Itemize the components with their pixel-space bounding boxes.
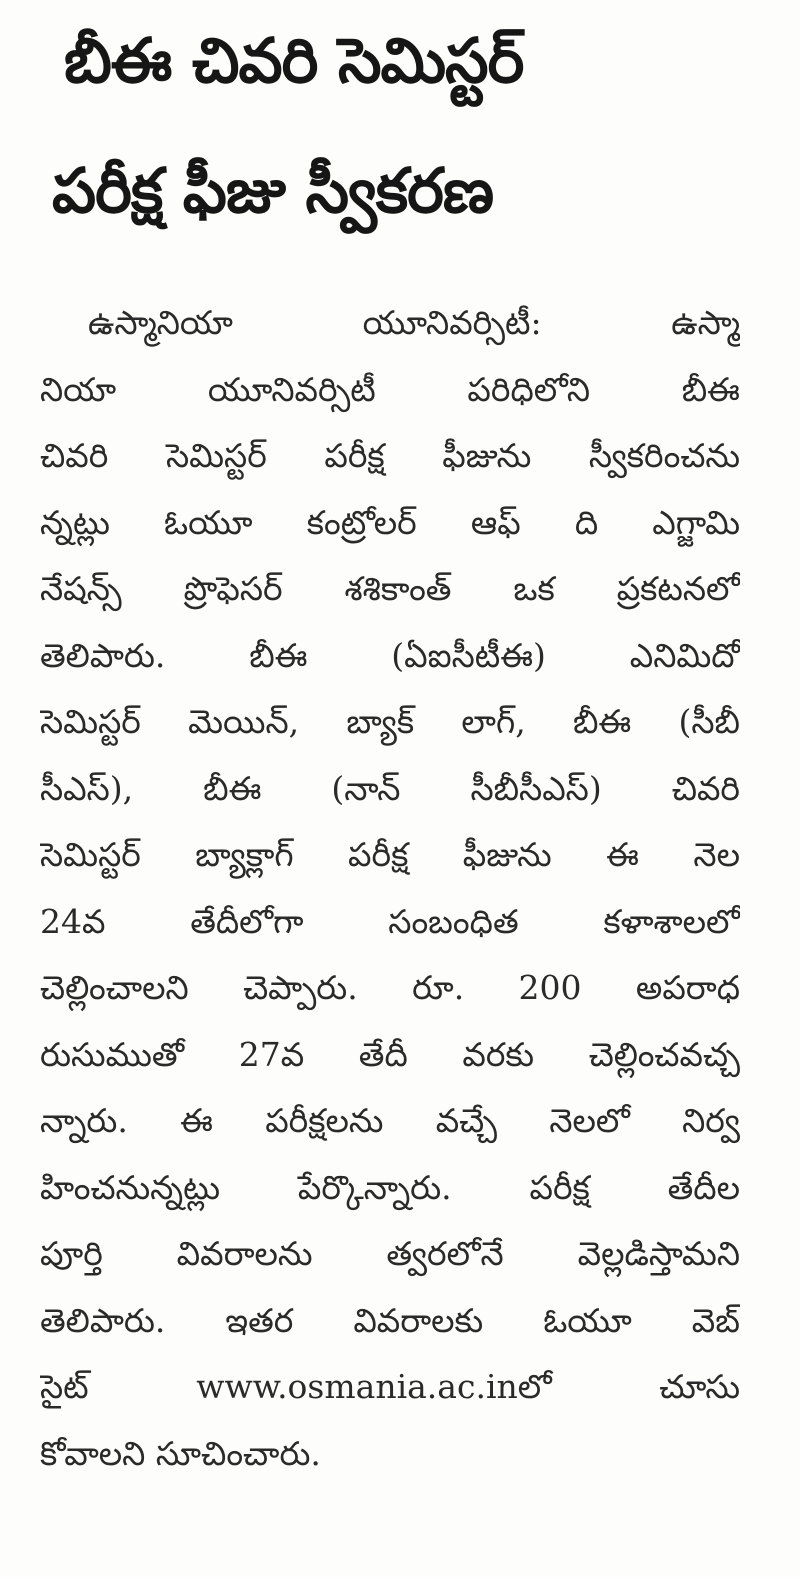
article-line: నియా యూనివర్సిటీ పరిధిలోని బీఈ [40, 369, 740, 409]
headline-line-2: పరీక్ష ఫీజు స్వీకరణ [52, 154, 494, 227]
article-line: సెమిస్టర్ బ్యాక్లాగ్ పరీక్ష ఫీజును ఈ నెల [40, 835, 740, 874]
article-line: న్నట్లు ఓయూ కంట్రోలర్ ఆఫ్ ది ఎగ్జామి [40, 502, 740, 542]
article-line: హించనున్నట్లు పేర్కొన్నారు. పరీక్ష తేదీల [40, 1167, 740, 1207]
article-line: తెలిపారు. బీఈ (ఏఐసీటీఈ) ఎనిమిదో [40, 635, 740, 675]
article-line: చెల్లించాలని చెప్పారు. రూ. 200 అపరాధ [40, 968, 740, 1007]
article-line: సెమిస్టర్ మెయిన్, బ్యాక్ లాగ్, బీఈ (సీబీ [40, 702, 740, 741]
article-line: సైట్ www.osmania.ac.inలో చూసు [40, 1367, 740, 1406]
article-line: న్నారు. ఈ పరీక్షలను వచ్చే నెలలో నిర్వ [40, 1101, 740, 1140]
article-line: కోవాలని సూచించారు. [40, 1433, 321, 1473]
article-line: నేషన్స్ ప్రొఫెసర్ శశికాంత్ ఒక ప్రకటనలో [40, 569, 740, 608]
headline-line-1: బీఈ చివరి సెమిస్టర్ [64, 24, 524, 97]
article-line: 24వ తేదీలోగా సంబంధిత కళాశాలలో [40, 901, 740, 941]
article-line: సీఎస్), బీఈ (నాన్ సీబీసీఎస్) చివరి [40, 768, 740, 808]
article-line: రుసుముతో 27వ తేదీ వరకు చెల్లించవచ్చ [40, 1034, 740, 1074]
article-line: తెలిపారు. ఇతర వివరాలకు ఓయూ వెబ్ [40, 1300, 740, 1340]
article-line: చివరి సెమిస్టర్ పరీక్ష ఫీజును స్వీకరించను [40, 436, 740, 475]
article-body [40, 290, 740, 1487]
article-line: పూర్తి వివరాలను త్వరలోనే వెల్లడిస్తామని [40, 1234, 740, 1273]
article-line: ఉస్మానియా యూనివర్సిటీ: ఉస్మా [88, 303, 740, 342]
